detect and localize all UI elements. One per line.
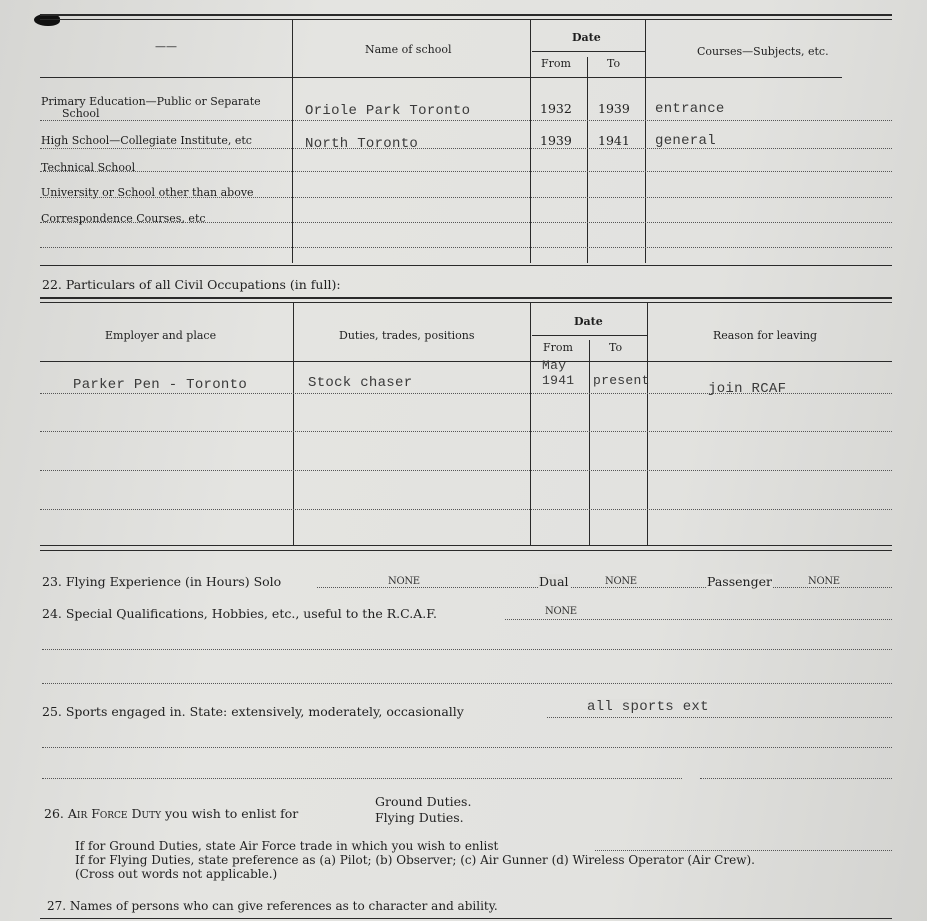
divider	[530, 20, 531, 263]
row-rule	[40, 247, 892, 248]
row-label: High School—Collegiate Institute, etc	[41, 134, 252, 147]
header-rule	[40, 77, 842, 78]
header-to: To	[607, 57, 621, 70]
to-value[interactable]: 1939	[598, 101, 630, 116]
header-date: Date	[572, 31, 601, 44]
solo-value[interactable]: NONE	[388, 576, 420, 587]
ground-duties-option[interactable]: Ground Duties.	[375, 794, 472, 809]
row-rule	[40, 148, 892, 149]
section-26-caps: Air Force Duty	[67, 806, 162, 821]
passenger-value[interactable]: NONE	[808, 576, 840, 587]
row-rule	[40, 120, 892, 121]
passenger-label: Passenger	[707, 574, 772, 589]
row-label-2: School	[62, 107, 100, 120]
table-bottom-rule	[40, 545, 892, 546]
divider	[645, 20, 646, 263]
sports-value[interactable]: all sports ext	[587, 699, 709, 715]
top-rule-2	[40, 19, 892, 20]
header-reason: Reason for leaving	[713, 329, 818, 342]
from-month[interactable]: May	[542, 358, 567, 373]
table-bottom-rule-2	[40, 550, 892, 551]
bottom-rule	[40, 918, 892, 919]
section-23-label: 23. Flying Experience (in Hours) Solo	[42, 574, 282, 589]
table-bottom-rule	[40, 265, 892, 266]
row-label: University or School other than above	[41, 186, 254, 199]
header-from: From	[541, 57, 571, 70]
header-courses: Courses—Subjects, etc.	[697, 45, 829, 58]
header-from: From	[543, 341, 573, 354]
row-rule	[40, 222, 892, 223]
section-24-label: 24. Special Qualifications, Hobbies, etc., useful to the R.C.A.F.	[42, 606, 437, 621]
divider	[589, 340, 590, 545]
sports-line-3b	[700, 778, 892, 779]
header-duties: Duties, trades, positions	[339, 329, 475, 342]
to-value[interactable]: 1941	[598, 133, 630, 148]
header-to: To	[609, 341, 623, 354]
employer-value[interactable]: Parker Pen - Toronto	[73, 377, 248, 393]
row-rule	[40, 431, 892, 432]
row-rule	[40, 470, 892, 471]
dual-label: Dual	[539, 574, 569, 589]
courses-value[interactable]: general	[655, 133, 716, 149]
school-value[interactable]: North Toronto	[305, 136, 419, 152]
divider	[587, 57, 588, 263]
qualifications-line	[505, 619, 892, 620]
courses-value[interactable]: entrance	[655, 101, 725, 117]
ground-trade-line	[595, 850, 892, 851]
row-label: Primary Education—Public or Separate	[41, 95, 261, 108]
section-27-label: 27. Names of persons who can give references as to character and ability.	[47, 899, 498, 913]
divider	[532, 335, 647, 336]
from-value[interactable]: 1932	[540, 101, 572, 116]
top-rule	[40, 14, 892, 16]
divider	[532, 51, 645, 52]
reason-value[interactable]: join RCAF	[708, 381, 787, 397]
section-25-label: 25. Sports engaged in. State: extensively, moderately, occasionally	[42, 704, 464, 719]
school-value[interactable]: Oriole Park Toronto	[305, 103, 471, 119]
solo-line	[317, 587, 892, 588]
sports-line-3	[42, 778, 682, 779]
row-label: Technical School	[41, 161, 136, 174]
to-value[interactable]: present	[593, 373, 650, 388]
header-rule	[40, 361, 892, 362]
section-22-rule-2	[40, 302, 892, 303]
section-26-label	[44, 806, 298, 821]
header-employer: Employer and place	[105, 329, 217, 342]
qualifications-line-3	[42, 683, 892, 684]
flying-duties-preference: If for Flying Duties, state preference as (a) Pilot; (b) Observer; (c) Air Gunner (d) Wireless Operator (Air Crew).	[75, 853, 755, 867]
cross-out-note: (Cross out words not applicable.)	[75, 867, 278, 881]
from-year[interactable]: 1941	[542, 373, 575, 388]
divider	[292, 20, 293, 263]
duties-value[interactable]: Stock chaser	[308, 375, 413, 391]
qualifications-line-2	[42, 649, 892, 650]
section-22-title: 22. Particulars of all Civil Occupations (in full):	[42, 277, 341, 292]
sports-line	[547, 717, 892, 718]
header-date: Date	[574, 315, 603, 328]
row-rule	[40, 393, 892, 394]
header-school: Name of school	[365, 43, 452, 56]
row-rule	[40, 171, 892, 172]
from-value[interactable]: 1939	[540, 133, 572, 148]
ground-duties-trade-label: If for Ground Duties, state Air Force trade in which you wish to enlist	[75, 839, 499, 853]
row-rule	[40, 197, 892, 198]
header-category: ——	[155, 40, 177, 53]
qualifications-value[interactable]: NONE	[545, 606, 577, 617]
section-26-rest: you wish to enlist for	[165, 806, 299, 821]
flying-duties-option[interactable]: Flying Duties.	[375, 810, 464, 825]
row-rule	[40, 509, 892, 510]
section-22-rule	[40, 297, 892, 299]
row-label: Correspondence Courses, etc	[41, 212, 206, 225]
sports-line-2	[42, 747, 892, 748]
section-26-num: 26.	[44, 806, 64, 821]
dual-value[interactable]: NONE	[605, 576, 637, 587]
